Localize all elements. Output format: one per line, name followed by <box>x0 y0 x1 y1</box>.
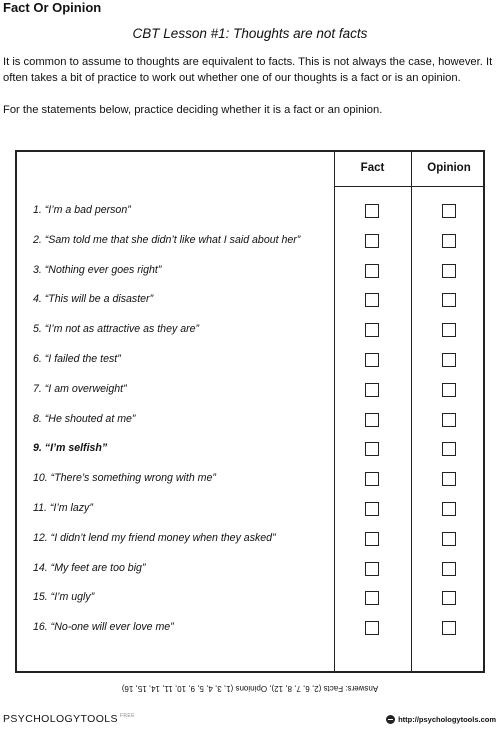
statement-text: 3. “Nothing ever goes right” <box>33 263 162 276</box>
statement-text: 10. “There’s something wrong with me” <box>33 472 216 485</box>
table-row <box>17 524 483 554</box>
fact-checkbox[interactable] <box>365 591 379 605</box>
fact-checkbox[interactable] <box>365 204 379 218</box>
opinion-checkbox[interactable] <box>442 472 456 486</box>
globe-icon <box>386 715 395 724</box>
brand-logo <box>3 713 135 725</box>
table-row <box>17 315 483 345</box>
opinion-checkbox[interactable] <box>442 323 456 337</box>
fact-checkbox[interactable] <box>365 442 379 456</box>
column-header-fact: Fact <box>360 162 385 174</box>
table-row <box>17 583 483 613</box>
fact-checkbox[interactable] <box>365 502 379 516</box>
lesson-title: CBT Lesson #1: Thoughts are not facts <box>132 26 368 41</box>
statement-text: 4. “This will be a disaster” <box>33 293 154 306</box>
table-row <box>17 226 483 256</box>
opinion-checkbox[interactable] <box>442 502 456 516</box>
column-header-opinion: Opinion <box>427 162 471 174</box>
opinion-checkbox[interactable] <box>442 293 456 307</box>
table-row <box>17 256 483 286</box>
table-row <box>17 345 483 375</box>
fact-checkbox[interactable] <box>365 264 379 278</box>
header-divider <box>334 186 483 187</box>
table-row <box>17 405 483 435</box>
statement-text: 8. “He shouted at me” <box>33 412 136 425</box>
statement-text: 6. “I failed the test” <box>33 352 121 365</box>
fact-checkbox[interactable] <box>365 323 379 337</box>
opinion-checkbox[interactable] <box>442 353 456 367</box>
statement-text: 1. “I’m a bad person” <box>33 204 131 216</box>
intro-paragraph: It is common to assume to thoughts are equivalent to facts. This is not always the case, however. It often takes a bit of practice to work out whether one of our thoughts is a fact or is an opinion. <box>3 56 493 84</box>
table-row <box>17 434 483 464</box>
table-row <box>17 375 483 405</box>
opinion-checkbox[interactable] <box>442 442 456 456</box>
table-row <box>17 494 483 524</box>
fact-checkbox[interactable] <box>365 472 379 486</box>
opinion-checkbox[interactable] <box>442 621 456 635</box>
answers-upside-down: Answers: Facts (2, 6, 7, 8, 12), Opinions (1, 3, 4, 5, 9, 10, 11, 14, 15, 16) <box>121 684 379 693</box>
table-row <box>17 285 483 315</box>
statement-text: 11. “I’m lazy” <box>33 501 93 514</box>
table-row <box>17 554 483 584</box>
brand-name: PSYCHOLOGYTOOLS <box>3 713 118 725</box>
statement-list <box>17 196 483 643</box>
table-row <box>17 196 483 226</box>
fact-checkbox[interactable] <box>365 621 379 635</box>
opinion-checkbox[interactable] <box>442 591 456 605</box>
statement-text: 5. “I’m not as attractive as they are” <box>33 323 200 336</box>
fact-checkbox[interactable] <box>365 413 379 427</box>
fact-checkbox[interactable] <box>365 532 379 546</box>
page-title: Fact Or Opinion <box>3 0 102 15</box>
worksheet-table <box>15 150 485 673</box>
fact-checkbox[interactable] <box>365 353 379 367</box>
opinion-checkbox[interactable] <box>442 383 456 397</box>
statement-text: 15. “I’m ugly” <box>33 591 95 604</box>
statement-text: 7. “I am overweight” <box>33 382 127 395</box>
opinion-checkbox[interactable] <box>442 562 456 576</box>
opinion-checkbox[interactable] <box>442 532 456 546</box>
opinion-checkbox[interactable] <box>442 413 456 427</box>
footer-url[interactable] <box>386 715 496 724</box>
statement-text: 16. “No-one will ever love me” <box>33 621 174 634</box>
statement-text: 12. “I didn’t lend my friend money when they asked” <box>33 531 276 544</box>
statement-text: 2. “Sam told me that she didn’t like what I said about her” <box>33 233 301 246</box>
table-row <box>17 464 483 494</box>
fact-checkbox[interactable] <box>365 562 379 576</box>
opinion-checkbox[interactable] <box>442 204 456 218</box>
footer-url-text: http://psychologytools.com <box>398 715 496 724</box>
fact-checkbox[interactable] <box>365 293 379 307</box>
opinion-checkbox[interactable] <box>442 264 456 278</box>
statement-text: 14. “My feet are too big” <box>33 561 146 574</box>
fact-checkbox[interactable] <box>365 383 379 397</box>
brand-suffix: FREE <box>119 713 135 719</box>
instruction-text: For the statements below, practice deciding whether it is a fact or an opinion. <box>3 104 383 116</box>
opinion-checkbox[interactable] <box>442 234 456 248</box>
statement-text: 9. “I’m selfish” <box>33 442 108 455</box>
fact-checkbox[interactable] <box>365 234 379 248</box>
table-row <box>17 613 483 643</box>
